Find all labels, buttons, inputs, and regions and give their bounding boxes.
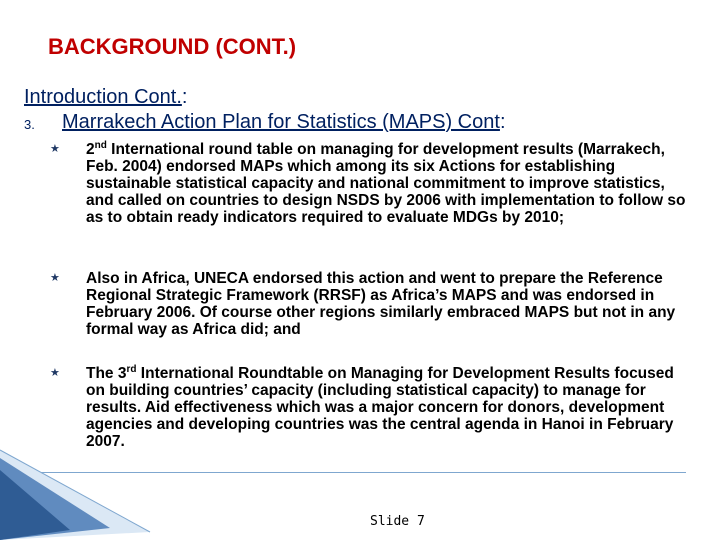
bullet-prefix: 2 bbox=[86, 141, 95, 158]
bullet-body: International Roundtable on Managing for Development Results focused on building countries’ capacity (including statistical capacity) to manage for results. Aid effectiveness which was a major concern for donors, development agencies and developing countries was the central agenda in Hanoi in February 2007. bbox=[86, 365, 674, 450]
intro-heading bbox=[24, 86, 187, 109]
intro-heading-colon: : bbox=[181, 86, 188, 108]
bullet-text bbox=[86, 365, 686, 450]
subheading-colon: : bbox=[499, 111, 506, 133]
subheading-label: Marrakech Action Plan for Statistics (MAPS) Cont bbox=[62, 111, 500, 133]
bullet-superscript: nd bbox=[94, 139, 107, 151]
subheading bbox=[62, 111, 506, 134]
bullet-text bbox=[86, 141, 686, 226]
bullet-body: International round table on managing for development results (Marrakech, Feb. 2004) endorsed MAPs which among its six Actions for establishing sustainable statistical capacity and national commitment to improve statistics, and called on countries to design NSDS by 2006 with implementation to follow so as to obtain ready indicators required to evaluate MDGs by 2010; bbox=[86, 141, 686, 226]
slide-title: BACKGROUND (CONT.) bbox=[48, 34, 297, 59]
star-icon: ★ bbox=[50, 143, 60, 155]
corner-decoration bbox=[0, 440, 160, 540]
star-icon: ★ bbox=[50, 272, 60, 284]
bullet-text bbox=[86, 270, 686, 338]
intro-heading-label: Introduction Cont. bbox=[24, 86, 182, 108]
bullet-prefix: The 3 bbox=[86, 365, 127, 382]
slide-number: Slide 7 bbox=[370, 514, 425, 529]
list-number: 3. bbox=[24, 117, 35, 132]
star-icon: ★ bbox=[50, 367, 60, 379]
bullet-superscript: rd bbox=[126, 363, 137, 375]
bullet-body: Also in Africa, UNECA endorsed this action and went to prepare the Reference Regional Strategic Framework (RRSF) as Africa’s MAPS and was endorsed in February 2006. Of course other regions similarly embraced MAPS but not in any formal way as Africa did; and bbox=[86, 270, 676, 338]
